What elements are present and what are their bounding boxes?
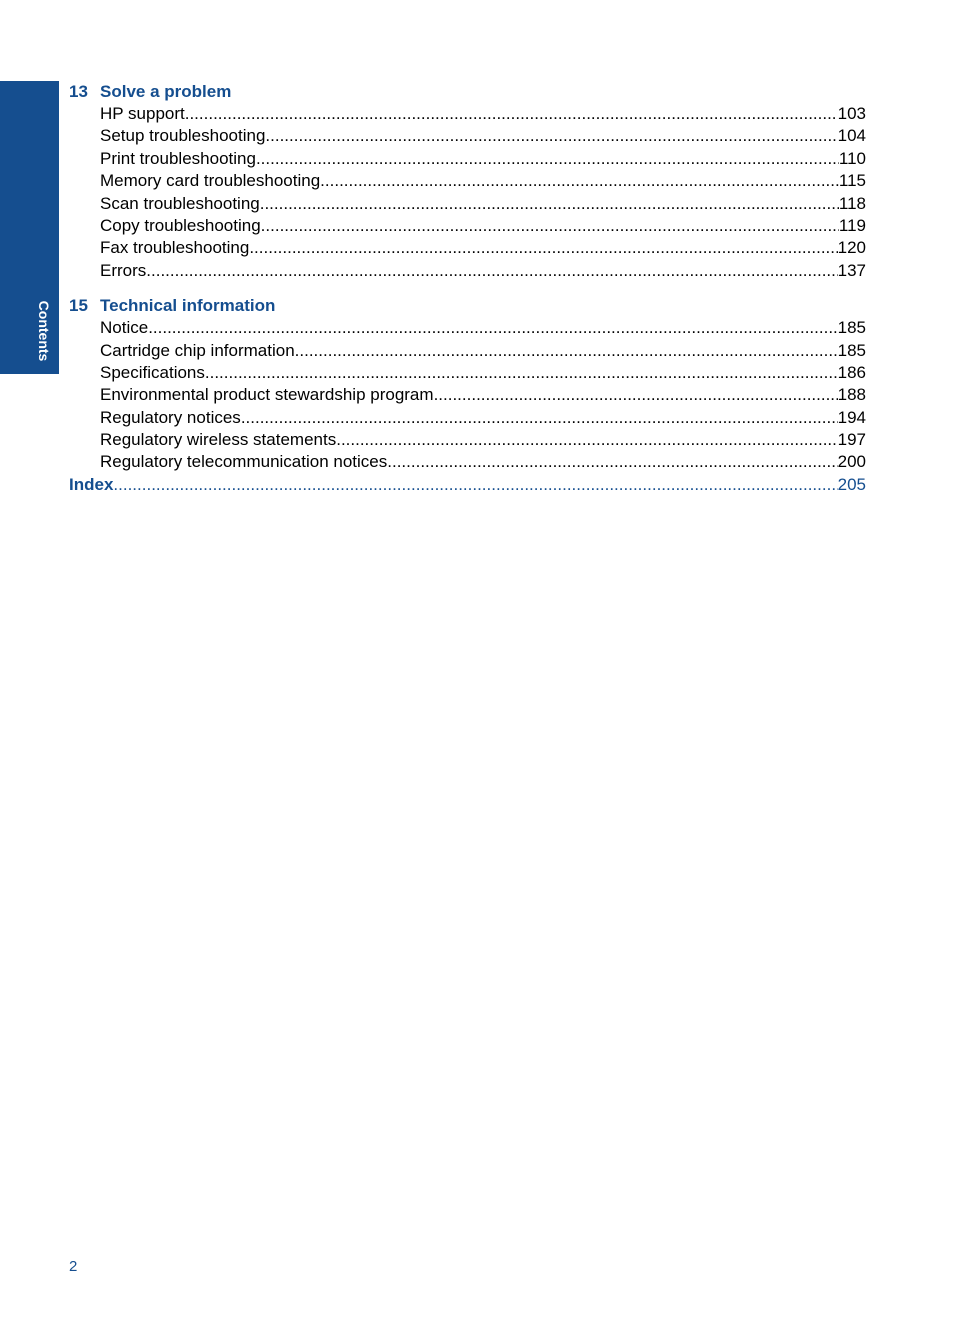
toc-entry-print-troubleshooting[interactable] <box>100 148 866 170</box>
toc-entry-regulatory-wireless[interactable] <box>100 429 866 451</box>
chapter-heading[interactable] <box>69 81 866 103</box>
entry-title: Cartridge chip information <box>100 340 295 360</box>
chapter-13 <box>69 81 866 282</box>
side-tab-label: Contents <box>36 300 52 362</box>
toc-entry-scan-troubleshooting[interactable] <box>100 193 866 215</box>
toc-entry-regulatory-telecommunication[interactable] <box>100 451 866 473</box>
dot-leader <box>295 340 838 362</box>
dot-leader <box>146 260 837 282</box>
chapter-15 <box>69 295 866 474</box>
chapter-title: Technical information <box>100 296 276 316</box>
dot-leader <box>148 317 837 339</box>
entry-page: 185 <box>837 340 866 360</box>
entry-title: Errors <box>100 260 147 280</box>
dot-leader <box>261 215 839 237</box>
index-page: 205 <box>837 474 866 494</box>
entry-page: 103 <box>837 104 866 123</box>
entry-page: 120 <box>837 238 866 258</box>
chapter-heading[interactable] <box>69 295 866 317</box>
page-number: 2 <box>69 1258 78 1275</box>
toc-entry-fax-troubleshooting[interactable] <box>100 237 866 259</box>
entry-title: Regulatory telecommunication notices <box>100 452 388 472</box>
entry-title: Environmental product stewardship program <box>100 385 434 405</box>
entry-title: Specifications <box>100 362 205 382</box>
entry-page: 104 <box>837 126 866 146</box>
entry-page: 197 <box>837 430 866 450</box>
dot-leader <box>336 429 837 451</box>
toc-entry-memory-card-troubleshooting[interactable] <box>100 170 866 192</box>
entry-page: 118 <box>838 193 866 213</box>
toc-entry-hp-support[interactable] <box>100 103 866 125</box>
chapter-title: Solve a problem <box>100 82 232 101</box>
entry-page: 194 <box>837 407 866 427</box>
dot-leader <box>434 384 838 406</box>
entry-title: HP support <box>100 104 185 123</box>
entry-page: 115 <box>838 171 866 191</box>
toc-entry-environmental-stewardship[interactable] <box>100 384 866 406</box>
index-title: Index <box>69 474 114 494</box>
toc-entry-specifications[interactable] <box>100 362 866 384</box>
chapter-entries <box>69 103 866 282</box>
dot-leader <box>113 474 837 496</box>
entry-title: Notice <box>100 318 149 338</box>
dot-leader <box>265 125 837 147</box>
dot-leader <box>260 193 839 215</box>
dot-leader <box>387 451 837 473</box>
entry-page: 188 <box>837 385 866 405</box>
chapter-number: 15 <box>69 296 88 316</box>
entry-page: 110 <box>838 148 866 168</box>
toc-entry-setup-troubleshooting[interactable] <box>100 125 866 147</box>
entry-page: 185 <box>837 318 866 338</box>
entry-title: Regulatory notices <box>100 407 241 427</box>
table-of-contents <box>69 81 866 496</box>
chapter-entries <box>69 317 866 474</box>
entry-page: 119 <box>838 215 866 235</box>
entry-page: 186 <box>837 362 866 382</box>
entry-title: Scan troubleshooting <box>100 193 260 213</box>
entry-title: Setup troubleshooting <box>100 126 266 146</box>
dot-leader <box>249 237 837 259</box>
toc-entry-errors[interactable] <box>100 260 866 282</box>
entry-title: Copy troubleshooting <box>100 215 261 235</box>
dot-leader <box>241 407 838 429</box>
entry-title: Regulatory wireless statements <box>100 430 337 450</box>
entry-page: 137 <box>837 260 866 280</box>
toc-entry-regulatory-notices[interactable] <box>100 407 866 429</box>
dot-leader <box>256 148 839 170</box>
dot-leader <box>205 362 838 384</box>
chapter-number: 13 <box>69 82 88 101</box>
dot-leader <box>185 103 838 125</box>
dot-leader <box>320 170 839 192</box>
toc-entry-copy-troubleshooting[interactable] <box>100 215 866 237</box>
entry-title: Memory card troubleshooting <box>100 171 321 191</box>
toc-entry-cartridge-chip-information[interactable] <box>100 340 866 362</box>
toc-entry-index[interactable] <box>69 474 866 496</box>
toc-entry-notice[interactable] <box>100 317 866 339</box>
entry-title: Fax troubleshooting <box>100 238 250 258</box>
entry-title: Print troubleshooting <box>100 148 256 168</box>
entry-page: 200 <box>837 452 866 472</box>
